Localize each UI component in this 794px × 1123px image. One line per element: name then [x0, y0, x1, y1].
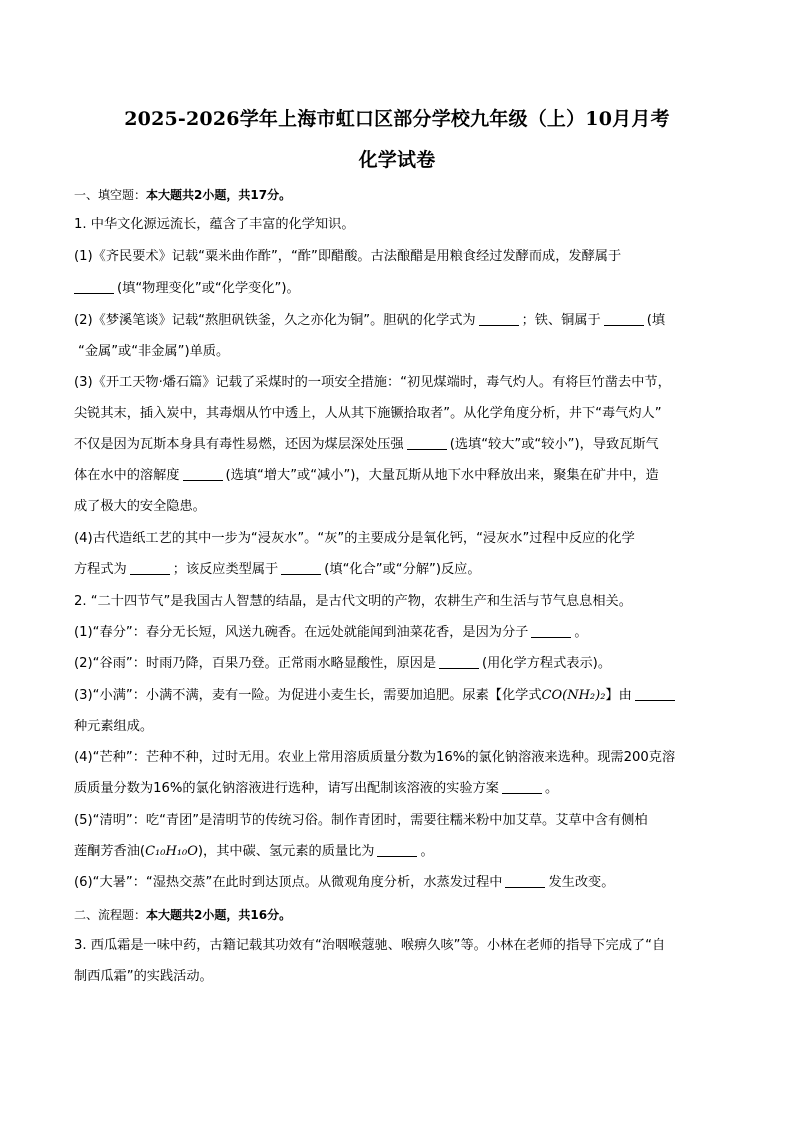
q1-part4-text-a: 方程式为: [74, 562, 127, 577]
q1-part1-text: (填“物理变化”或“化学变化”)。: [117, 281, 300, 296]
answer-blank[interactable]: [130, 562, 170, 575]
q2-part4-line2: [74, 780, 724, 798]
q1-part2-line1: [74, 312, 724, 330]
q2-part5-line1: (5)“清明”：吃“青团”是清明节的传统习俗。制作青团时，需要往糯米粉中加艾草。艾草中含有侧柏: [74, 813, 648, 828]
answer-blank[interactable]: [502, 781, 542, 794]
q1-part3-line2: 尖锐其末，插入炭中，其毒烟从竹中透上，人从其下施镢拾取者”。从化学角度分析，井下“毒气灼人”: [74, 406, 662, 421]
q3-line2: 制西瓜霜”的实践活动。: [74, 969, 213, 984]
answer-blank[interactable]: [479, 313, 519, 326]
q2-part6-text-a: (6)“大暑”：“湿热交蒸”在此时到达顶点。从微观角度分析，水蒸发过程中: [74, 875, 503, 890]
answer-blank[interactable]: [635, 688, 675, 701]
q1-part2-text-b: ；铁、铜属于: [521, 313, 601, 328]
q1-part3-text-d: (选填“增大”或“减小”)，大量瓦斯从地下水中释放出来，聚集在矿井中，造: [225, 468, 659, 483]
answer-blank[interactable]: [281, 562, 321, 575]
urea-formula: CO(NH₂)₂: [541, 688, 606, 703]
answer-blank[interactable]: [74, 281, 114, 294]
q2-part4-text: 质质量分数为16%的氯化钠溶液进行选种，请写出配制该溶液的实验方案: [74, 781, 499, 796]
q1-part4-text-c: (填“化合”或“分解”)反应。: [324, 562, 481, 577]
answer-blank[interactable]: [505, 875, 545, 888]
q1-part1-line2: [74, 280, 724, 298]
answer-blank[interactable]: [407, 437, 447, 450]
section-2-desc: 本大题共2小题，共16分。: [146, 908, 292, 922]
section-1-desc: 本大题共2小题，共17分。: [146, 188, 292, 202]
q1-part2-text-c: (填: [646, 313, 666, 328]
section-1-label: 一、填空题：: [74, 188, 147, 202]
answer-blank[interactable]: [439, 656, 479, 669]
exam-title: 2025-2026学年上海市虹口区部分学校九年级（上）10月月考: [124, 108, 670, 130]
q1-part1-line1: (1)《齐民要术》记载“粟米曲作酢”，“酢”即醋酸。古法酿醋是用粮食经过发酵而成，发酵属于: [74, 249, 622, 264]
q1-part4-text-b: ；该反应类型属于: [172, 562, 279, 577]
answer-blank[interactable]: [377, 844, 417, 857]
q2-part4-line1: (4)“芒种”：芒种不种，过时无用。农业上常用溶质质量分数为16%的氯化钠溶液来选种。现需200克溶: [74, 750, 676, 765]
q1-part2-text-a: (2)《梦溪笔谈》记载“熬胆矾铁釜，久之亦化为铜”。胆矾的化学式为: [74, 313, 476, 328]
section-2-heading: [74, 906, 724, 924]
q2-part2: [74, 655, 724, 673]
q2-intro: 2. “二十四节气”是我国古人智慧的结晶，是古代文明的产物，农耕生产和生活与节气息息相关。: [74, 594, 632, 609]
q1-part3-line1: (3)《开工天物·燔石篇》记载了采煤时的一项安全措施：“初见煤端时，毒气灼人。有将巨竹凿去中节，: [74, 375, 671, 390]
section-2-label: 二、流程题：: [74, 908, 147, 922]
q2-part5-line2: [74, 843, 724, 861]
q1-part2-line2: “金属”或“非金属”)单质。: [78, 344, 230, 359]
q1-part3-text-b: (选填“较大”或“较小”)，导致瓦斯气: [449, 437, 659, 452]
exam-subtitle: 化学试卷: [358, 149, 436, 171]
q1-part4-line1: (4)古代造纸工艺的其中一步为“浸灰水”。“灰”的主要成分是氧化钙，“浸灰水”过程中反应的化学: [74, 531, 635, 546]
answer-blank[interactable]: [183, 468, 223, 481]
q1-part3-text-a: 不仅是因为瓦斯本身具有毒性易燃，还因为煤层深处压强: [74, 437, 404, 452]
q3-line1: 3. 西瓜霜是一味中药，古籍记载其功效有“治咽喉蔻驰、喉痹久咳”等。小林在老师的指导下完成了“自: [74, 938, 666, 953]
q1-part3-line5: 成了极大的安全隐患。: [74, 499, 206, 514]
q1-part3-text-c: 体在水中的溶解度: [74, 468, 180, 483]
q1-part3-line4: [74, 467, 724, 485]
oil-formula: C₁₀H₁₀O: [145, 844, 198, 859]
q2-part3-text-b: 】由: [605, 688, 632, 703]
q2-part5-end: 。: [420, 844, 434, 859]
answer-blank[interactable]: [604, 313, 644, 326]
q2-part3-line2: 种元素组成。: [74, 719, 154, 734]
q1-intro: 1. 中华文化源远流长，蕴含了丰富的化学知识。: [74, 217, 355, 232]
q2-part3-text-a: (3)“小满”：小满不满，麦有一险。为促进小麦生长，需要加追肥。尿素【化学式: [74, 688, 542, 703]
q1-part3-line3: [74, 436, 724, 454]
q2-part1: [74, 624, 724, 642]
q2-part6-text-b: 发生改变。: [548, 875, 615, 890]
answer-blank[interactable]: [531, 625, 571, 638]
q2-part3-line1: [74, 687, 724, 705]
q2-part1-end: 。: [574, 625, 588, 640]
q2-part1-text: (1)“春分”：春分无长短，风送九碗香。在远处就能闻到油菜花香，是因为分子: [74, 625, 529, 640]
q2-part5-text-b: )，其中碳、氢元素的质量比为: [197, 844, 375, 859]
q1-part4-line2: [74, 561, 724, 579]
q2-part2-text: (2)“谷雨”：时雨乃降，百果乃登。正常雨水略显酸性，原因是: [74, 656, 437, 671]
section-1-heading: [74, 186, 724, 204]
q2-part4-end: 。: [544, 781, 559, 796]
q2-part6: [74, 874, 724, 892]
q2-part2-end: (用化学方程式表示)。: [482, 656, 612, 671]
q2-part5-text-a: 莲酮芳香油(: [74, 844, 146, 859]
